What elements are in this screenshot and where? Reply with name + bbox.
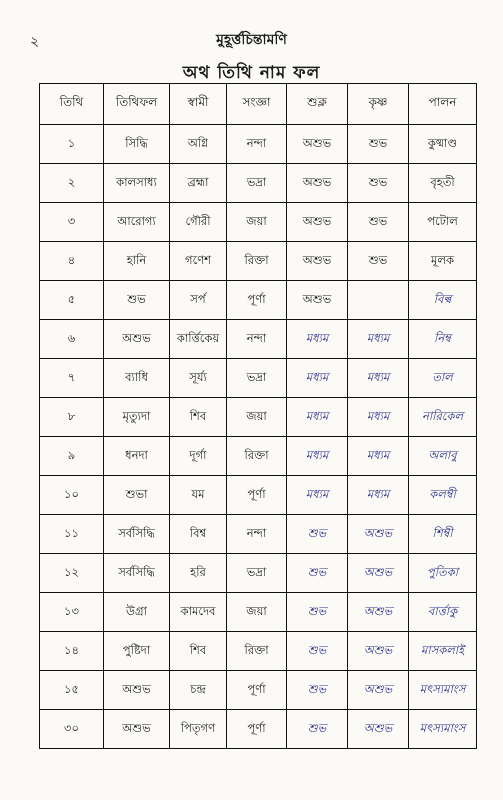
running-head: মুহূর্ত্তচিন্তামণি — [216, 32, 287, 48]
cell-sangya: পূর্ণা — [227, 671, 287, 710]
cell-tithiphal: কালসাধ্য — [104, 164, 170, 203]
cell-tithi: ১৫ — [40, 671, 104, 710]
cell-swami: হরি — [170, 554, 227, 593]
cell-sangya: জয়া — [227, 398, 287, 437]
cell-shukla: শুভ — [287, 632, 348, 671]
table-row — [40, 515, 477, 554]
cell-swami: সর্প — [170, 281, 227, 320]
cell-tithi: ৩ — [40, 203, 104, 242]
cell-palan: মূলক — [409, 242, 477, 281]
col-header-sangya: সংজ্ঞা — [227, 84, 287, 125]
cell-sangya: ভদ্রা — [227, 359, 287, 398]
cell-krishna: শুভ — [348, 125, 409, 164]
cell-tithiphal: সিদ্ধি — [104, 125, 170, 164]
cell-swami: পিতৃগণ — [170, 710, 227, 749]
cell-swami: অগ্নি — [170, 125, 227, 164]
table-row — [40, 203, 477, 242]
table-row — [40, 632, 477, 671]
cell-krishna: অশুভ — [348, 515, 409, 554]
table-row — [40, 359, 477, 398]
cell-sangya: রিক্তা — [227, 632, 287, 671]
cell-shukla: অশুভ — [287, 125, 348, 164]
cell-krishna: মধ্যম — [348, 398, 409, 437]
cell-krishna: মধ্যম — [348, 476, 409, 515]
cell-tithi: ৮ — [40, 398, 104, 437]
cell-shukla: অশুভ — [287, 203, 348, 242]
col-header-palan: পালন — [409, 84, 477, 125]
table-row — [40, 476, 477, 515]
cell-sangya: জয়া — [227, 593, 287, 632]
cell-shukla: শুভ — [287, 671, 348, 710]
cell-sangya: রিক্তা — [227, 242, 287, 281]
cell-shukla: মধ্যম — [287, 320, 348, 359]
cell-palan: বিল্ব — [409, 281, 477, 320]
cell-tithiphal: শুভা — [104, 476, 170, 515]
cell-tithi: ৩০ — [40, 710, 104, 749]
cell-tithi: ২ — [40, 164, 104, 203]
tithi-table — [39, 83, 477, 749]
cell-swami: যম — [170, 476, 227, 515]
cell-krishna: অশুভ — [348, 671, 409, 710]
cell-krishna: মধ্যম — [348, 320, 409, 359]
cell-palan: কুষ্মাণ্ড — [409, 125, 477, 164]
cell-palan: নারিকেল — [409, 398, 477, 437]
col-header-shukla: শুক্ল — [287, 84, 348, 125]
cell-krishna: মধ্যম — [348, 359, 409, 398]
cell-tithi: ১৩ — [40, 593, 104, 632]
cell-krishna — [348, 281, 409, 320]
cell-tithiphal: অশুভ — [104, 710, 170, 749]
cell-tithiphal: উগ্রা — [104, 593, 170, 632]
cell-tithiphal: সর্বসিদ্ধি — [104, 515, 170, 554]
cell-palan: মৎস্যমাংস — [409, 671, 477, 710]
cell-krishna: শুভ — [348, 164, 409, 203]
table-row — [40, 710, 477, 749]
table-row — [40, 437, 477, 476]
cell-tithi: ১ — [40, 125, 104, 164]
cell-tithiphal: হানি — [104, 242, 170, 281]
cell-shukla: মধ্যম — [287, 476, 348, 515]
cell-shukla: শুভ — [287, 593, 348, 632]
table-row — [40, 242, 477, 281]
cell-shukla: মধ্যম — [287, 437, 348, 476]
cell-swami: ব্রহ্মা — [170, 164, 227, 203]
page-number: ২ — [30, 34, 40, 50]
cell-sangya: পূর্ণা — [227, 710, 287, 749]
cell-palan: বার্ত্তাকু — [409, 593, 477, 632]
cell-shukla: মধ্যম — [287, 359, 348, 398]
cell-tithiphal: পুষ্টিদা — [104, 632, 170, 671]
table-row — [40, 554, 477, 593]
cell-swami: কার্ত্তিকেয় — [170, 320, 227, 359]
cell-swami: দূর্গা — [170, 437, 227, 476]
cell-krishna: অশুভ — [348, 710, 409, 749]
cell-swami: শিব — [170, 398, 227, 437]
cell-tithi: ৬ — [40, 320, 104, 359]
cell-sangya: পূর্ণা — [227, 281, 287, 320]
table-row — [40, 398, 477, 437]
cell-palan: নিম্ব — [409, 320, 477, 359]
cell-sangya: রিক্তা — [227, 437, 287, 476]
table-row — [40, 125, 477, 164]
table-row — [40, 281, 477, 320]
col-header-swami: স্বামী — [170, 84, 227, 125]
cell-palan: বৃহতী — [409, 164, 477, 203]
cell-shukla: অশুভ — [287, 281, 348, 320]
cell-shukla: শুভ — [287, 515, 348, 554]
header-row — [40, 84, 477, 125]
table-row — [40, 593, 477, 632]
cell-krishna: অশুভ — [348, 632, 409, 671]
cell-swami: সূর্য্য — [170, 359, 227, 398]
cell-sangya: ভদ্রা — [227, 554, 287, 593]
cell-sangya: ভদ্রা — [227, 164, 287, 203]
table-row — [40, 671, 477, 710]
cell-shukla: অশুভ — [287, 242, 348, 281]
table-body — [40, 125, 477, 749]
cell-tithiphal: ধনদা — [104, 437, 170, 476]
cell-tithiphal: শুভ — [104, 281, 170, 320]
cell-krishna: অশুভ — [348, 554, 409, 593]
cell-sangya: জয়া — [227, 203, 287, 242]
col-header-krishna: কৃষ্ণ — [348, 84, 409, 125]
table-row — [40, 320, 477, 359]
cell-tithi: ১৪ — [40, 632, 104, 671]
cell-sangya: নন্দা — [227, 515, 287, 554]
cell-swami: চন্দ্র — [170, 671, 227, 710]
cell-palan: অলাবু — [409, 437, 477, 476]
cell-tithi: ৯ — [40, 437, 104, 476]
cell-krishna: মধ্যম — [348, 437, 409, 476]
cell-tithiphal: মৃত্যুদা — [104, 398, 170, 437]
cell-tithi: ৭ — [40, 359, 104, 398]
cell-tithiphal: সর্বসিদ্ধি — [104, 554, 170, 593]
cell-krishna: শুভ — [348, 203, 409, 242]
cell-shukla: শুভ — [287, 710, 348, 749]
cell-tithiphal: অশুভ — [104, 320, 170, 359]
cell-sangya: নন্দা — [227, 320, 287, 359]
cell-palan: মৎস্যমাংস — [409, 710, 477, 749]
cell-swami: বিশ্ব — [170, 515, 227, 554]
table-title: অথ তিথি নাম ফল — [182, 63, 321, 83]
cell-krishna: শুভ — [348, 242, 409, 281]
col-header-tithiphal: তিথিফল — [104, 84, 170, 125]
cell-palan: পটোল — [409, 203, 477, 242]
cell-tithi: ৪ — [40, 242, 104, 281]
cell-tithiphal: ব্যাধি — [104, 359, 170, 398]
cell-palan: শিম্বী — [409, 515, 477, 554]
cell-swami: গণেশ — [170, 242, 227, 281]
cell-shukla: শুভ — [287, 554, 348, 593]
cell-sangya: নন্দা — [227, 125, 287, 164]
cell-tithiphal: অশুভ — [104, 671, 170, 710]
cell-palan: কলম্বী — [409, 476, 477, 515]
cell-palan: তাল — [409, 359, 477, 398]
cell-tithi: ১২ — [40, 554, 104, 593]
cell-palan: পুতিকা — [409, 554, 477, 593]
table-row — [40, 164, 477, 203]
cell-tithi: ৫ — [40, 281, 104, 320]
cell-swami: গৌরী — [170, 203, 227, 242]
cell-swami: শিব — [170, 632, 227, 671]
cell-krishna: অশুভ — [348, 593, 409, 632]
cell-sangya: পূর্ণা — [227, 476, 287, 515]
cell-swami: কামদেব — [170, 593, 227, 632]
cell-tithiphal: আরোগ্য — [104, 203, 170, 242]
cell-tithi: ১০ — [40, 476, 104, 515]
cell-shukla: অশুভ — [287, 164, 348, 203]
cell-shukla: মধ্যম — [287, 398, 348, 437]
cell-palan: মাসকলাই — [409, 632, 477, 671]
col-header-tithi: তিথি — [40, 84, 104, 125]
cell-tithi: ১১ — [40, 515, 104, 554]
